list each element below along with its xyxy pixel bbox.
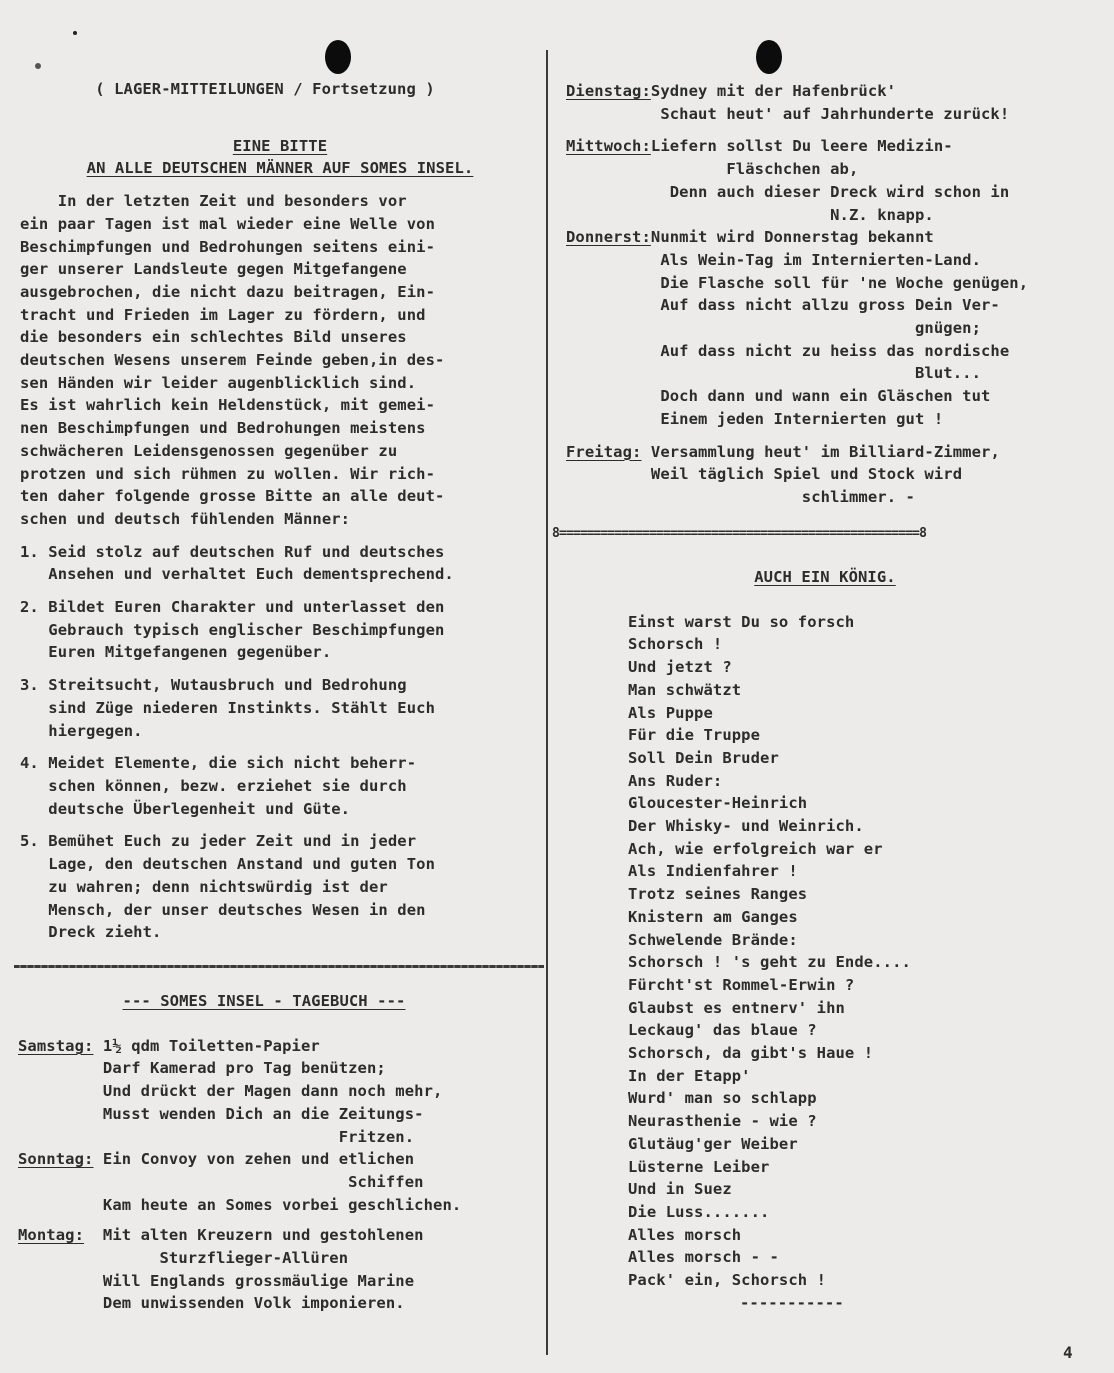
diary-day: Mittwoch: [566,137,651,156]
poem-line: Und in Suez [628,1180,732,1199]
poem-line: Fürcht'st Rommel-Erwin ? [628,975,855,994]
section-separator: 8====================================================8 [552,526,927,541]
poem-line: Schorsch ! 's geht zu Ende.... [628,953,911,972]
koenig-poem [560,566,1100,1315]
poem-line: Gloucester-Heinrich [628,794,808,813]
punch-hole-left [325,40,351,74]
poem-line: Schwelende Brände: [628,930,798,949]
right-column-diary [566,80,1100,509]
diary-day: Freitag: [566,442,642,461]
diary-entry-mittwoch [566,135,1100,226]
bitte-point-3: 3. Streitsucht, Wutausbruch und Bedrohung sind Züge niederen Instinkts. Stählt Euch hiergegen. [20,676,435,740]
poem-line: Leckaug' das blaue ? [628,1021,817,1040]
poem-end-rule: ----------- [740,1293,844,1312]
page-header: ( LAGER-MITTEILUNGEN / Fortsetzung ) [95,80,435,98]
diary-entry-samstag [18,1035,540,1149]
poem-line: Für die Truppe [628,726,761,745]
poem-line: Ach, wie erfolgreich war er [628,839,883,858]
diary-day: Dienstag: [566,82,651,100]
diary-text: Versammlung heut' im Billiard-Zimmer, Weil täglich Spiel und Stock wird schlimmer. - [650,442,1000,506]
left-column [20,78,540,944]
poem-line: Schorsch ! [628,635,723,654]
poem-line: Neurasthenie - wie ? [628,1112,817,1131]
diary-entry-dienstag [566,80,1100,125]
poem-line: Ans Ruder: [628,771,723,790]
bitte-point-4: 4. Meidet Elemente, die sich nicht beherr- schen können, bezw. erziehet sie durch deutsche Überlegenheit und Güte. [20,754,417,818]
bitte-title: EINE BITTE [232,136,328,155]
punch-hole-right [756,40,782,74]
bitte-subtitle: AN ALLE DEUTSCHEN MÄNNER AUF SOMES INSEL. [86,159,474,178]
bitte-point-1: 1. Seid stolz auf deutschen Ruf und deutsches Ansehen und verhaltet Euch dementsprechend. [20,542,454,584]
poem-line: Wurd' man so schlapp [628,1089,817,1108]
poem-line: Als Puppe [628,703,713,722]
left-section-divider [14,965,544,968]
diary-entry-montag [18,1224,540,1315]
diary-day: Samstag: [18,1036,94,1055]
poem-line: Man schwätzt [628,680,742,699]
tagebuch-title: --- SOMES INSEL - TAGEBUCH --- [122,992,406,1010]
poem-line: Knistern am Ganges [628,907,798,926]
diary-text: Liefern sollst Du leere Medizin- Fläschchen ab, Denn auch dieser Dreck wird schon in N.Z. knapp. [650,137,1010,224]
diary-day: Sonntag: [18,1150,94,1169]
diary-day: Donnerst: [566,228,651,247]
poem-line: Glutäug'ger Weiber [628,1134,798,1153]
diary-entry-sonntag [18,1148,540,1216]
poem-lines [560,611,1100,1292]
diary-entry-donnerstag [566,226,1100,430]
diary-entry-freitag [566,441,1100,509]
poem-line: Als Indienfahrer ! [628,862,798,881]
poem-line: Und jetzt ? [628,658,732,677]
poem-line: Der Whisky- und Weinrich. [628,817,864,836]
bitte-point-2: 2. Bildet Euren Charakter und unterlasset den Gebrauch typisch englischer Beschimpfungen Euren Mitgefangenen gegenüber. [20,598,445,662]
tagebuch-section [18,990,540,1315]
ink-speck [35,63,41,69]
poem-line: In der Etapp' [628,1066,751,1085]
diary-text: Mit alten Kreuzern und gestohlenen Sturzflieger-Allüren Will Englands grossmäulige Marine Dem unwissenden Volk imponieren. [102,1226,424,1313]
poem-title: AUCH EIN KÖNIG. [754,568,896,586]
poem-line: Lüsterne Leiber [628,1157,770,1176]
column-divider [546,50,548,1355]
poem-line: Die Luss....... [628,1202,770,1221]
bitte-point-5: 5. Bemühet Euch zu jeder Zeit und in jeder Lage, den deutschen Anstand und guten Ton zu wahren; denn nichtswürdig ist der Mensch, der unser deutsches Wesen in den Dreck zieht. [20,832,435,942]
poem-line: Glaubst es entnerv' ihn [628,998,845,1017]
diary-day: Montag: [18,1226,85,1245]
poem-line: Schorsch, da gibt's Haue ! [628,1044,874,1063]
poem-line: Alles morsch - - [628,1248,779,1267]
diary-text: 1½ qdm Toiletten-Papier Darf Kamerad pro Tag benützen; Und drückt der Magen dann noch mehr, Musst wenden Dich an die Zeitungs- Fritzen. [102,1036,443,1146]
diary-text: Ein Convoy von zehen und etlichen Schiffen Kam heute an Somes vorbei geschlichen. [102,1150,462,1214]
ink-speck [73,31,77,35]
diary-text: Sydney mit der Hafenbrück' Schaut heut' auf Jahrhunderte zurück! [650,82,1010,123]
poem-line: Alles morsch [628,1225,742,1244]
poem-line: Soll Dein Bruder [628,748,779,767]
poem-line: Trotz seines Ranges [628,885,808,904]
poem-line: Einst warst Du so forsch [628,612,855,631]
diary-text: Nunmit wird Donnerstag bekannt Als Wein-Tag im Internierten-Land. Die Flasche soll für 'ne Woche genügen, Auf dass nicht allzu gross Dein Ver- gnügen; Auf dass nicht zu heiss das nordische Blut... Doch dann und wann ein Gläschen tut Einem jeden Internierten gut ! [650,228,1029,428]
bitte-intro: In der letzten Zeit und besonders vor ein paar Tagen ist mal wieder eine Welle von Beschimpfungen und Bedrohungen seitens eini- ger unserer Landsleute gegen Mitgefangene ausgebrochen, die nicht dazu beitragen, Ein- tracht und Frieden im Lager zu fördern, und die besonders ein schlechtes Bild unseres deutschen Wesens unserem Feinde geben,in des- sen Händen wir leider augenblicklich sind. Es ist wahrlich kein Heldenstück, mit gemei- nen Beschimpfungen und Bedrohungen meistens schwächeren Leidensgenossen gegenüber zu protzen und sich rühmen zu wollen. Wir rich- ten daher folgende grosse Bitte an alle deut- schen und deutsch fühlenden Männer: [20,192,445,528]
page-number: 4 [1063,1343,1073,1362]
poem-line: Pack' ein, Schorsch ! [628,1271,827,1290]
